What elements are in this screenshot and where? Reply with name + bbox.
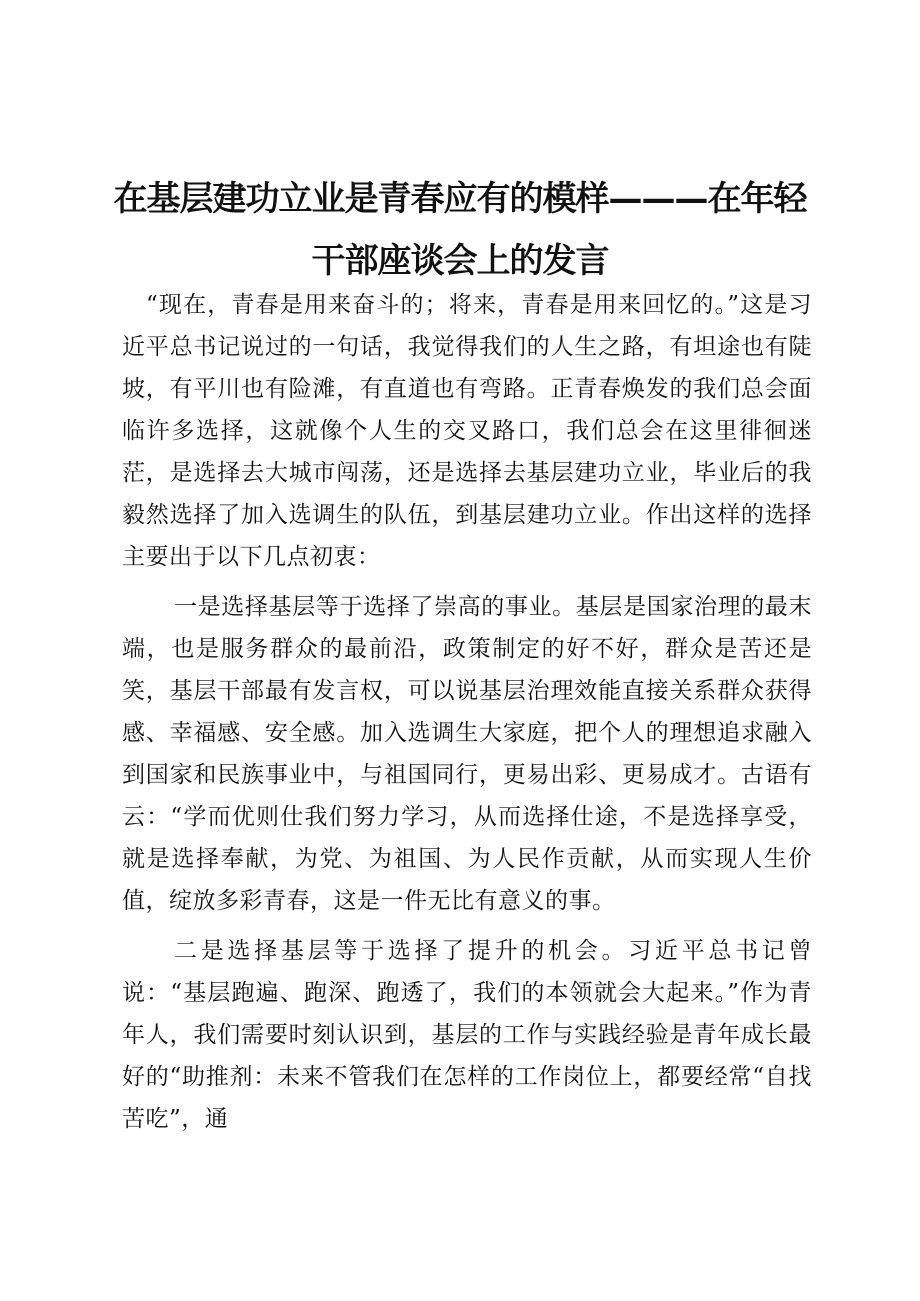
paragraph-point-two: 二是选择基层等于选择了提升的机会。习近平总书记曾说：“基层跑遍、跑深、跑透了，我们的本领就会大起来。”作为青年人，我们需要时刻认识到，基层的工作与实践经验是青年成长最好的“助推剂：未来不管我们在怎样的工作岗位上，都要经常“自找苦吃”，通 [122,938,812,1132]
paragraph-point-one: 一是选择基层等于选择了崇高的事业。基层是国家治理的最末端，也是服务群众的最前沿，政策制定的好不好，群众是苦还是笑，基层干部最有发言权，可以说基层治理效能直接关系群众获得感、幸福感、安全感。加入选调生大家庭，把个人的理想追求融入到国家和民族事业中，与祖国同行，更易出彩、更易成才。古语有云：“学而优则仕我们努力学习，从而选择仕途，不是选择享受，就是选择奉献，为党、为祖国、为人民作贡献，从而实现人生价值，绽放多彩青春，这是一件无比有意义的事。 [122,594,812,914]
document-title: 在基层建功立业是青春应有的模样———在年轻干部座谈会上的发言 [113,179,807,281]
paragraph-intro: “现在，青春是用来奋斗的；将来，青春是用来回忆的。”这是习近平总书记说过的一句话，我觉得我们的人生之路，有坦途也有陡坡，有平川也有险滩，有直道也有弯路。正青春焕发的我们总会面临许多选择，这就像个人生的交叉路口，我们总会在这里徘徊迷茫，是选择去大城市闯荡，还是选择去基层建功立业，毕业后的我毅然选择了加入选调生的队伍，到基层建功立业。作出这样的选择主要出于以下几点初衷： [122,292,812,570]
document-body [122,284,812,1148]
